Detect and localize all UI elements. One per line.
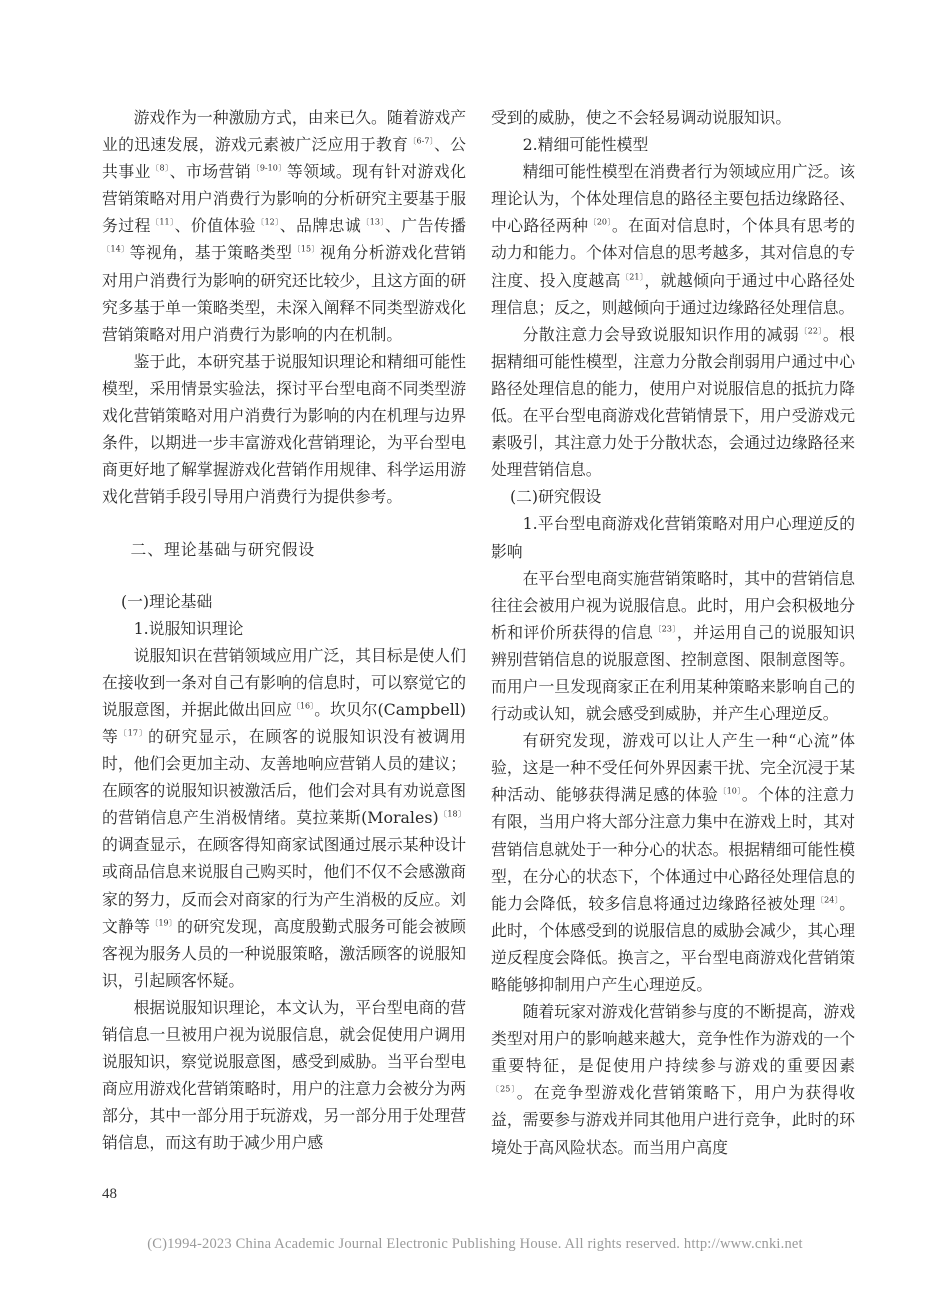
citation-ref: 〔11〕 xyxy=(150,218,175,228)
section-heading: 二、理论基础与研究假设 xyxy=(130,540,316,560)
left-column xyxy=(102,104,466,1156)
paragraph: 有研究发现，游戏可以让人产生一种“心流”体验，这是一种不受任何外界因素干扰、完全沉浸于某种活动、能够获得满足感的体验$^{〔10〕}$。个体的注意力有限，当用户将大部分注意力集中在游戏上时，其对营销信息就处于一种分心的状态。根据精细可能性模型，在分心的状态下，个体通过中心路径处理信息的能力会降低，较多信息将通过边缘路径被处理$^{〔24〕}$。此时，个体感受到的说服信息的威胁会减少，其心理逆反程度会降低。换言之，平台型电商游戏化营销策略能够抑制用户产生心理逆反。 xyxy=(491,731,855,994)
citation-ref: 〔16〕 xyxy=(291,701,315,711)
paragraph: 随着玩家对游戏化营销参与度的不断提高，游戏类型对用户的影响越来越大，竞争性作为游戏的一个重要特征，是促使用户持续参与游戏的重要因素$^{〔25〕}$。在竞争型游戏化营销策略下，用户为获得收益，需要参与游戏并同其他用户进行竞争，此时的环境处于高风险状态。而当用户高度 xyxy=(491,1002,855,1157)
citation-ref: 〔22〕 xyxy=(799,326,823,336)
right-column xyxy=(491,104,855,1161)
paragraph-continued: 受到的威胁，使之不会轻易调动说服知识。 xyxy=(491,108,792,127)
citation-ref: 〔18〕 xyxy=(438,809,466,819)
citation-ref: 〔12〕 xyxy=(256,218,280,228)
paragraph: 游戏作为一种激励方式，由来已久。随着游戏产业的迅速发展，游戏元素被广泛应用于教育$^{〔6-7〕}$、公共事业$^{〔8〕}$、市场营销$^{〔9-10〕}$等领域。现有针对游戏化营销策略对用户消费行为影响的分析研究主要基于服务过程$^{〔11〕}$、价值体验$^{〔12〕}$、品牌忠诚$^{〔13〕}$、广告传播$^{〔14〕}$等视角，基于策略类型$^{〔15〕}$视角分析游戏化营销对用户消费行为影响的研究还比较少，且这方面的研究多基于单一策略类型，未深入阐释不同类型游戏化营销策略对用户消费行为影响的内在机制。 xyxy=(102,108,466,344)
subsection-heading: (二)研究假设 xyxy=(509,487,602,507)
citation-ref: 〔15〕 xyxy=(292,245,320,255)
page-number: 48 xyxy=(102,1186,117,1202)
citation-ref: 〔14〕 xyxy=(102,245,130,255)
citation-ref: 〔10〕 xyxy=(718,787,742,797)
paragraph: 精细可能性模型在消费者行为领域应用广泛。该理论认为，个体处理信息的路径主要包括边缘路径、中心路径两种$^{〔20〕}$。在面对信息时，个体具有思考的动力和能力。个体对信息的思考越多，其对信息的专注度、投入度越高$^{〔21〕}$，就越倾向于通过中心路径处理信息；反之，则越倾向于通过边缘路径处理信息。 xyxy=(491,162,855,317)
subsubsection-heading: 1.平台型电商游戏化营销策略对用户心理逆反的影响 xyxy=(491,514,855,561)
citation-ref: 〔21〕 xyxy=(620,272,645,282)
paragraph: 在平台型电商实施营销策略时，其中的营销信息往往会被用户视为说服信息。此时，用户会积极地分析和评价所获得的信息$^{〔23〕}$，并运用自己的说服知识辨别营销信息的说服意图、控制意图、限制意图等。而用户一旦发现商家正在利用某种策略来影响自己的行动或认知，就会感受到威胁，并产生心理逆反。 xyxy=(491,568,855,724)
citation-ref: 〔9-10〕 xyxy=(251,163,287,173)
citation-ref: 〔8〕 xyxy=(150,163,170,173)
citation-ref: 〔13〕 xyxy=(361,218,385,228)
paragraph: 分散注意力会导致说服知识作用的减弱$^{〔22〕}$。根据精细可能性模型，注意力分散会削弱用户通过中心路径处理信息的能力，使用户对说服信息的抵抗力降低。在平台型电商游戏化营销情景下，用户受游戏元素吸引，其注意力处于分散状态，会通过边缘路径来处理营销信息。 xyxy=(491,324,855,480)
citation-ref: 〔25〕 xyxy=(491,1085,517,1095)
subsection-heading: (一)理论基础 xyxy=(120,591,213,611)
subsubsection-heading: 1.说服知识理论 xyxy=(133,618,244,638)
citation-ref: 〔23〕 xyxy=(653,624,677,634)
citation-ref: 〔17〕 xyxy=(118,728,148,738)
citation-ref: 〔20〕 xyxy=(588,218,612,228)
paragraph: 根据说服知识理论，本文认为，平台型电商的营销信息一旦被用户视为说服信息，就会促使用户调用说服知识，察觉说服意图，感受到威胁。当平台型电商应用游戏化营销策略时，用户的注意力会被分为两部分，其中一部分用于玩游戏，另一部分用于处理营销信息，而这有助于减少用户感 xyxy=(102,997,466,1153)
subsubsection-heading: 2.精细可能性模型 xyxy=(522,135,649,155)
citation-ref: 〔6-7〕 xyxy=(408,136,435,146)
citation-ref: 〔19〕 xyxy=(150,918,178,928)
citation-ref: 〔24〕 xyxy=(815,895,840,905)
paragraph: 鉴于此，本研究基于说服知识理论和精细可能性模型，采用情景实验法，探讨平台型电商不同类型游戏化营销策略对用户消费行为影响的内在机理与边界条件，以期进一步丰富游戏化营销理论，为平台型电商更好地了解掌握游戏化营销作用规律、科学运用游戏化营销手段引导用户消费行为提供参考。 xyxy=(102,351,466,507)
paragraph: 说服知识在营销领域应用广泛，其目标是使人们在接收到一条对自己有影响的信息时，可以察觉它的说服意图，并据此做出回应$^{〔16〕}$。坎贝尔(Campbell)等$^{〔17〕}$的研究显示，在顾客的说服知识没有被调用时，他们会更加主动、友善地响应营销人员的建议；在顾客的说服知识被激活后，他们会对具有劝说意图的营销信息产生消极情绪。莫拉莱斯(Morales)$^{〔18〕}$的调查显示，在顾客得知商家试图通过展示某种设计或商品信息来说服自己购买时，他们不仅不会感激商家的努力，反而会对商家的行为产生消极的反应。刘文静等$^{〔19〕}$的研究发现，高度殷勤式服务可能会被顾客视为服务人员的一种说服策略，激活顾客的说服知识，引起顾客怀疑。 xyxy=(102,645,466,990)
copyright-footer: (C)1994-2023 China Academic Journal Electronic Publishing House. All rights reserved. http://www.cnki.net xyxy=(147,1236,803,1252)
